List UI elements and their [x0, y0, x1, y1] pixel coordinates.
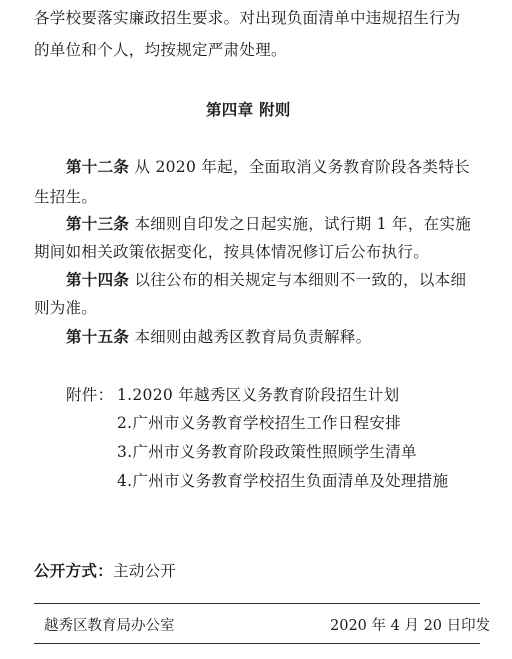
- footer-rule-top: [34, 603, 480, 604]
- article-text: 本细则由越秀区教育局负责解释。: [134, 328, 372, 346]
- article-label: 第十三条: [66, 215, 130, 233]
- footer-rule-bottom: [34, 643, 480, 644]
- article-text: 本细则自印发之日起实施，试行期 1 年，在实施: [134, 215, 472, 233]
- footer-date: 2020 年 4 月 20 日印发: [330, 618, 491, 634]
- article-text: 以往公布的相关规定与本细则不一致的，以本细: [134, 271, 467, 289]
- article-text-continued: 期间如相关政策依据变化，按具体情况修订后公布执行。: [34, 243, 430, 261]
- footer-issuer: 越秀区教育局办公室: [44, 618, 175, 634]
- article-14: [66, 270, 466, 290]
- article-label: 第十四条: [66, 271, 130, 289]
- attachment-item: 4.广州市义务教育学校招生负面清单及处理措施: [117, 472, 449, 490]
- paragraph-line: 的单位和个人，均按规定严肃处理。: [34, 41, 287, 59]
- chapter-title: 第四章 附则: [206, 101, 291, 119]
- article-text-continued: 则为准。: [34, 299, 98, 317]
- attachment-label: 附件：: [66, 386, 114, 404]
- attachment-item: 1.2020 年越秀区义务教育阶段招生计划: [117, 386, 400, 404]
- paragraph-line: 各学校要落实廉政招生要求。对出现负面清单中违规招生行为: [34, 9, 461, 27]
- article-text: 从 2020 年起，全面取消义务教育阶段各类特长: [134, 158, 470, 176]
- attachment-item: 3.广州市义务教育阶段政策性照顾学生清单: [117, 443, 417, 461]
- attachment-item: 2.广州市义务教育学校招生工作日程安排: [117, 414, 401, 432]
- disclosure-label: 公开方式：: [34, 562, 114, 580]
- article-12: [66, 157, 470, 177]
- disclosure-line: [34, 561, 176, 581]
- article-text-continued: 生招生。: [34, 188, 98, 206]
- article-13: [66, 214, 471, 234]
- article-15: [66, 327, 371, 347]
- article-label: 第十二条: [66, 158, 130, 176]
- article-label: 第十五条: [66, 328, 130, 346]
- disclosure-value: 主动公开: [113, 562, 177, 580]
